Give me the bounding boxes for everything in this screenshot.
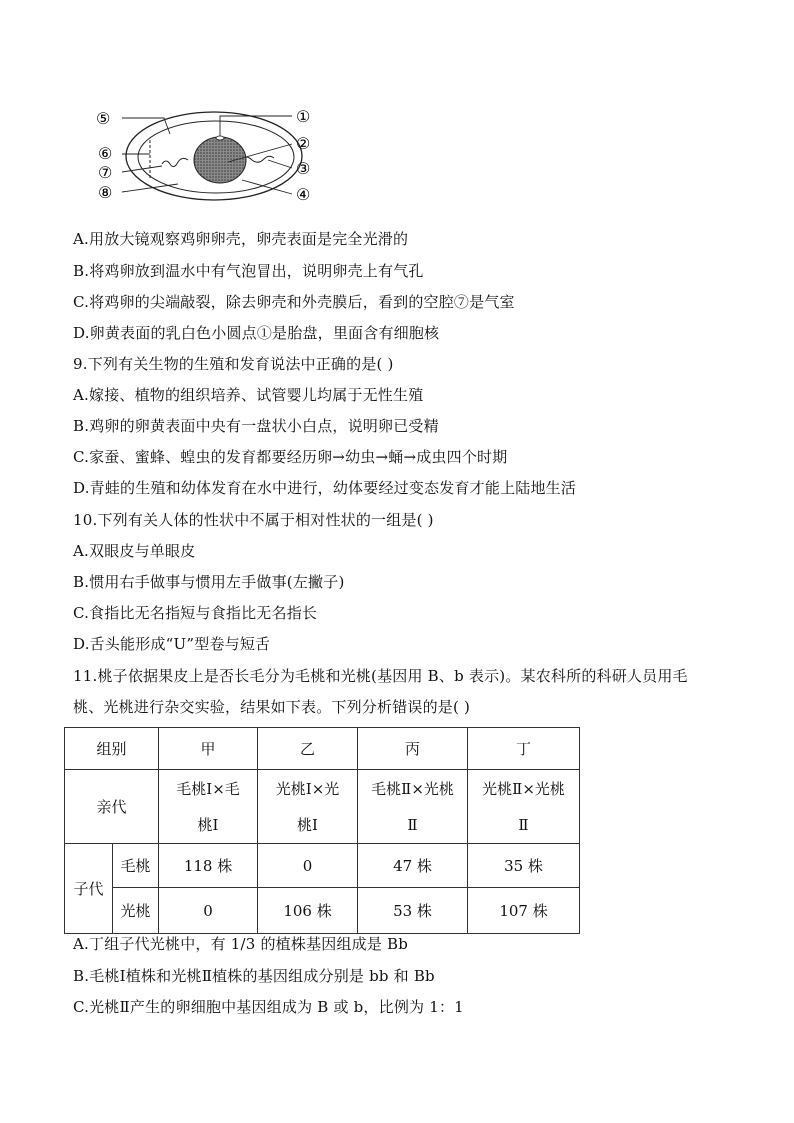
q9-option-b: B.鸡卵的卵黄表面中央有一盘状小白点，说明卵已受精 [73,417,439,435]
header-group: 组别 [65,728,159,770]
q9-stem: 9.下列有关生物的生殖和发育说法中正确的是( ) [73,355,394,373]
germinal-disc [216,136,224,140]
chalaza-left [162,158,188,166]
label-7: ⑦ [98,163,113,182]
q8-option-d: D.卵黄表面的乳白色小圆点①是胎盘，里面含有细胞核 [73,324,440,342]
parent-ding [468,770,580,844]
cell-maotao-ding: 35 株 [468,844,580,888]
parent-bing-line1: 毛桃Ⅱ×光桃 [371,779,454,798]
q8-option-a: A.用放大镜观察鸡卵卵壳，卵壳表面是完全光滑的 [73,230,409,248]
table-header-row [65,728,580,770]
parent-yi-line2: 桃Ⅰ [297,815,318,834]
parent-bing [358,770,468,844]
parent-label: 亲代 [65,770,159,844]
cross-result-table [64,727,580,934]
table-row [65,844,580,888]
label-3: ③ [296,159,311,178]
header-ding: 丁 [468,728,580,770]
q10-option-a: A.双眼皮与单眼皮 [73,542,196,560]
label-4: ④ [296,185,311,204]
cell-maotao-bing: 47 株 [358,844,468,888]
cell-guangtao-jia: 0 [159,888,258,934]
cell-maotao-yi: 0 [258,844,358,888]
cell-guangtao-yi: 106 株 [258,888,358,934]
leader-3 [268,160,292,168]
q10-stem: 10.下列有关人体的性状中不属于相对性状的一组是( ) [73,511,434,529]
header-jia: 甲 [159,728,258,770]
yolk [194,137,246,183]
q9-option-a: A.嫁接、植物的组织培养、试管婴儿均属于无性生殖 [73,386,424,404]
cell-guangtao-bing: 53 株 [358,888,468,934]
row-label-guangtao: 光桃 [113,888,159,934]
offspring-label: 子代 [65,844,113,934]
q10-option-c: C.食指比无名指短与食指比无名指长 [73,604,318,622]
label-5: ⑤ [96,109,111,128]
q9-option-c: C.家蚕、蜜蜂、蝗虫的发育都要经历卵→幼虫→蛹→成虫四个时期 [73,448,508,466]
q8-option-b: B.将鸡卵放到温水中有气泡冒出，说明卵壳上有气孔 [73,262,424,280]
q10-option-d: D.舌头能形成“U”型卷与短舌 [73,635,271,653]
leader-8 [122,184,178,192]
q10-option-b: B.惯用右手做事与惯用左手做事(左撇子) [73,573,345,591]
parent-jia-line2: 桃Ⅰ [197,815,219,834]
label-2: ② [296,134,311,153]
label-8: ⑧ [98,183,113,202]
row-label-maotao: 毛桃 [113,844,159,888]
parent-yi [258,770,358,844]
table-parent-row [65,770,580,844]
cell-guangtao-ding: 107 株 [468,888,580,934]
parent-jia-line1: 毛桃Ⅰ×毛 [176,779,240,798]
egg-structure-diagram [92,104,324,208]
q11-option-a: A.丁组子代光桃中，有 1/3 的植株基因组成是 Bb [73,935,409,953]
q9-option-d: D.青蛙的生殖和幼体发育在水中进行，幼体要经过变态发育才能上陆地生活 [73,479,577,497]
label-1: ① [296,107,311,126]
q8-option-c: C.将鸡卵的尖端敲裂，除去卵壳和外壳膜后，看到的空腔⑦是气室 [73,293,515,311]
cell-maotao-jia: 118 株 [159,844,258,888]
label-6: ⑥ [98,144,113,163]
parent-jia [159,770,258,844]
q11-option-b: B.毛桃Ⅰ植株和光桃Ⅱ植株的基因组成分别是 bb 和 Bb [73,967,435,985]
header-yi: 乙 [258,728,358,770]
parent-yi-line1: 光桃Ⅰ×光 [275,779,340,798]
q11-option-c: C.光桃Ⅱ产生的卵细胞中基因组成为 B 或 b，比例为 1：1 [73,998,464,1016]
parent-ding-line1: 光桃Ⅱ×光桃 [482,779,565,798]
q11-stem-line2: 桃、光桃进行杂交实验，结果如下表。下列分析错误的是( ) [73,698,471,716]
table-row [65,888,580,934]
header-bing: 丙 [358,728,468,770]
parent-ding-line2: Ⅱ [518,815,529,834]
parent-bing-line2: Ⅱ [407,815,418,834]
q11-stem-line1: 11.桃子依据果皮上是否长毛分为毛桃和光桃(基因用 B、b 表示)。某农科所的科研人员用毛 [73,667,688,685]
